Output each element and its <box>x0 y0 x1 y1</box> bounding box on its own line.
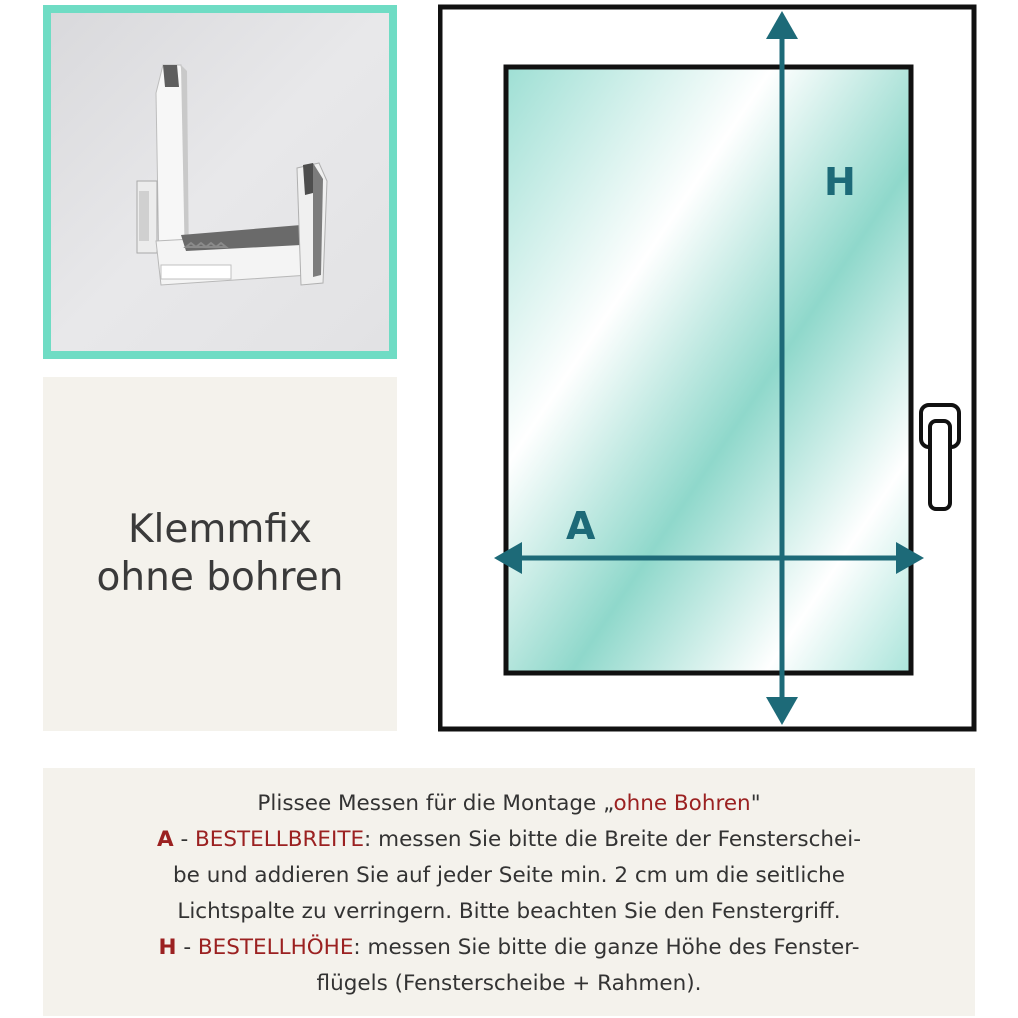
height-label: H <box>824 160 856 204</box>
instructions-intro <box>43 786 975 822</box>
a-term: BESTELLBREITE <box>195 827 365 852</box>
title-line-2: ohne bohren <box>96 555 344 600</box>
a-letter: A <box>156 827 174 852</box>
a-text-1: : messen Sie bitte die Breite der Fensterschei- <box>364 827 862 852</box>
instructions-h-line-1 <box>43 930 975 966</box>
product-photo-frame <box>43 5 397 359</box>
intro-prefix: Plissee Messen für die Montage „ <box>257 791 614 816</box>
instructions-h-line-2: flügels (Fensterscheibe + Rahmen). <box>316 971 702 996</box>
title-box <box>43 377 397 731</box>
instructions-a-line-3: Lichtspalte zu verringern. Bitte beachten Sie den Fenstergriff. <box>177 899 841 924</box>
title-line-1: Klemmfix <box>127 507 313 552</box>
h-dash: - <box>176 935 198 960</box>
window-measurement-diagram <box>438 3 978 733</box>
h-text-1: : messen Sie bitte die ganze Höhe des Fenster- <box>353 935 860 960</box>
intro-highlight: ohne Bohren <box>613 791 751 816</box>
a-dash: - <box>173 827 196 852</box>
width-label: A <box>566 504 596 548</box>
instructions-a-line-2: be und addieren Sie auf jeder Seite min. 2 cm um die seitliche <box>172 863 845 888</box>
instructions-panel <box>43 768 975 1016</box>
h-letter: H <box>158 935 177 960</box>
h-term: BESTELLHÖHE <box>197 935 354 960</box>
klemmfix-bracket-photo <box>51 13 389 351</box>
intro-suffix: " <box>750 791 761 816</box>
window-glass-pane <box>506 67 911 673</box>
instructions-a-line-1 <box>43 822 975 858</box>
